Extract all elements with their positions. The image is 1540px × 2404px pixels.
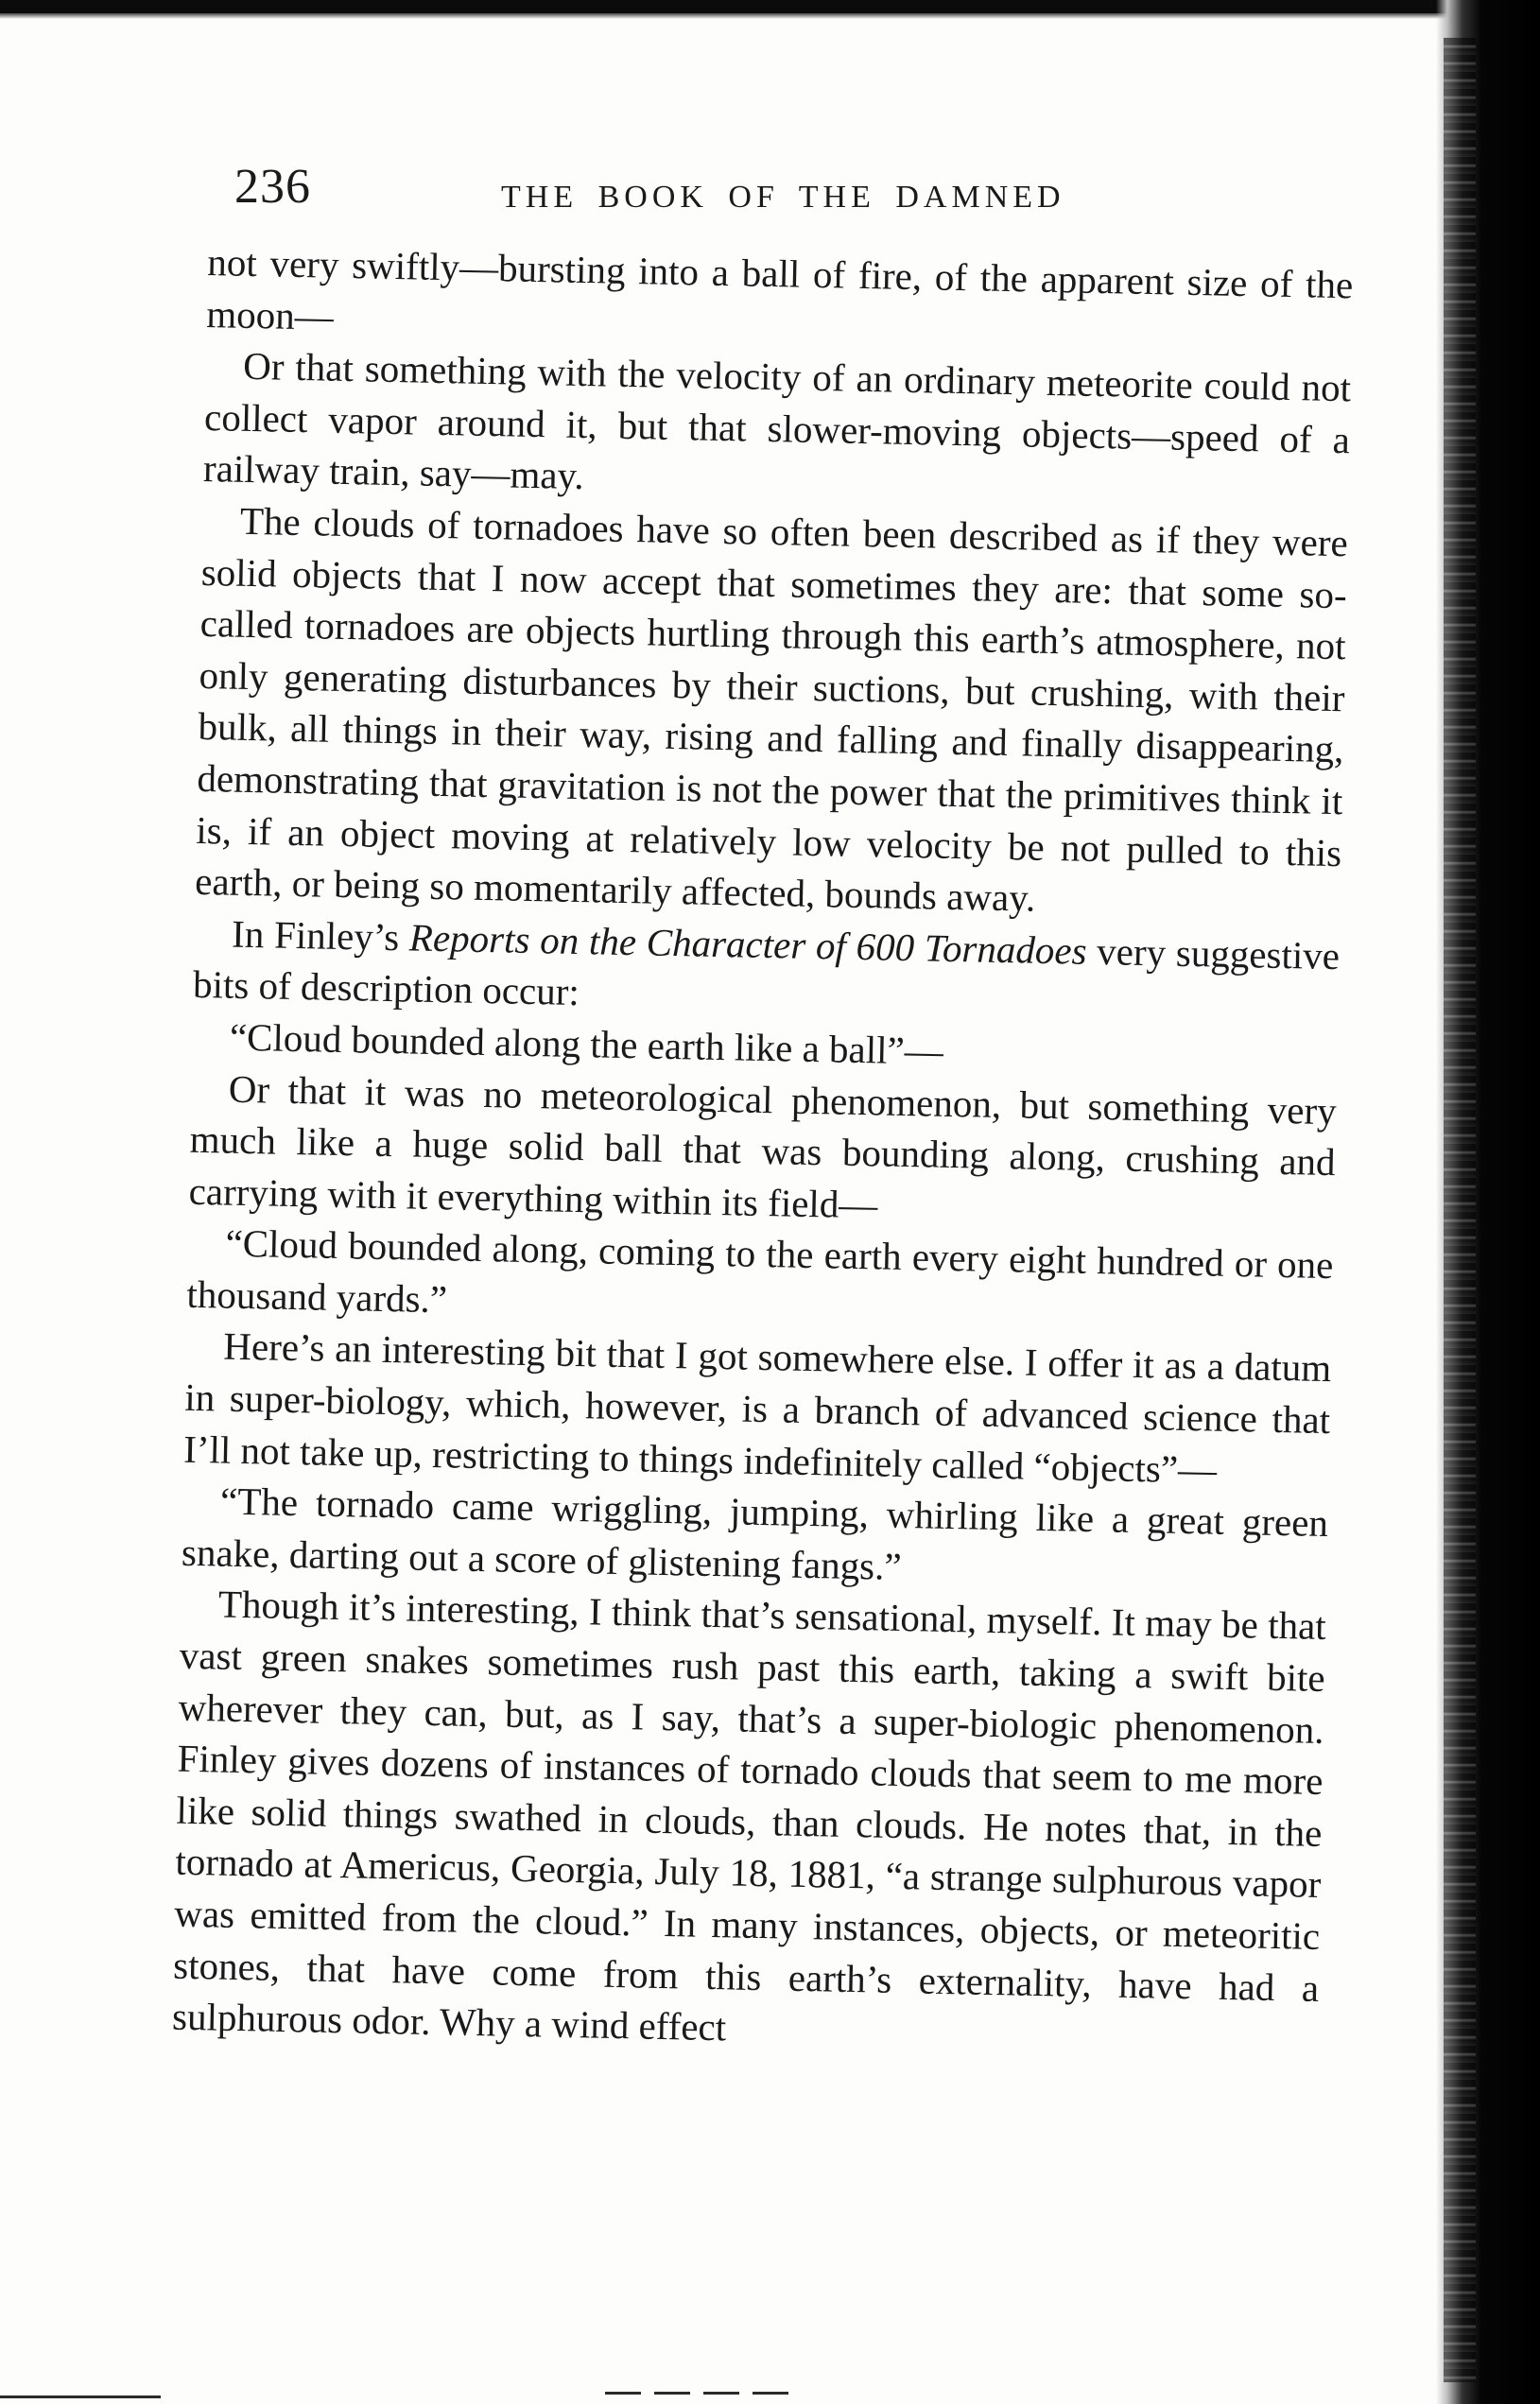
- scan-bottom-dashes: [605, 2392, 794, 2395]
- scan-page-stack-edge: [1444, 38, 1476, 2382]
- book-title-italic: Reports on the Character of 600 Tornadoes: [408, 915, 1088, 973]
- quotation: “The tornado came wriggling, jumping, whirling like a great green snake, darting out a score of glistening fangs.”: [181, 1479, 1329, 1588]
- quotation: “Cloud bounded along, coming to the earth every eight hundred or one thousand yards.”: [186, 1220, 1334, 1322]
- paragraph-continuation: not very swiftly—bursting into a ball of fire, of the apparent size of the moon—: [205, 239, 1354, 338]
- scan-top-edge: [0, 0, 1540, 13]
- paragraph-text: In Finley’s: [231, 911, 410, 960]
- paragraph: The clouds of tornadoes have so often been described as if they were solid objects that I now accept that sometimes they are: that some so-called tornadoes are objects hurtling through this earth’s atmosphere, not only generating disturbances by their suctions, but crushing, with their bulk, all things in their way, rising and falling and finally disappearing, demonstrating that gravitation is not the power that the primitives think it is, if an object moving at relatively low velocity be not pulled to this earth, or being so momentarily affected, bounds away.: [194, 498, 1349, 920]
- paragraph: Though it’s interesting, I think that’s sensational, myself. It may be that vast green snakes sometimes rush past this earth, taking a swift bite wherever they can, but, as I say, that’s a super-biologic phenomenon. Finley gives dozens of instances of tornado clouds that seem to me more like solid things swathed in clouds, than clouds. He notes that, in the tornado at Americus, Georgia, July 18, 1881, “a strange sulphurous vapor was emitted from the cloud.” In many instances, objects, or meteoritic stones, that have come from this earth’s externality, have had a sulphurous odor. Why a wind effect: [171, 1582, 1327, 2049]
- scan-top-shadow: [0, 13, 1540, 19]
- page-number: 236: [234, 160, 311, 214]
- quotation: “Cloud bounded along the earth like a ball”—: [229, 1014, 944, 1073]
- running-head: [234, 159, 1331, 234]
- body-text: [172, 236, 1354, 2066]
- paragraph-text: very suggestive bits of description occur:: [192, 928, 1341, 1014]
- paragraph: Or that something with the velocity of an ordinary meteorite could not collect vapor around it, but that slower-moving objects—speed of a railway train, say—may.: [202, 343, 1352, 498]
- running-title: THE BOOK OF THE DAMNED: [501, 180, 1065, 215]
- paragraph: Here’s an interesting bit that I got somewhere else. I offer it as a datum in super-biology, which, however, is a branch of advanced science that I’ll not take up, restricting to things indefinitely called “objects”—: [182, 1324, 1332, 1492]
- scan-bottom-left-mark: [0, 2395, 161, 2398]
- paragraph: Or that it was no meteorological phenomenon, but something very much like a huge solid ball that was bounding along, crushing and carrying with it everything within its field—: [188, 1066, 1338, 1227]
